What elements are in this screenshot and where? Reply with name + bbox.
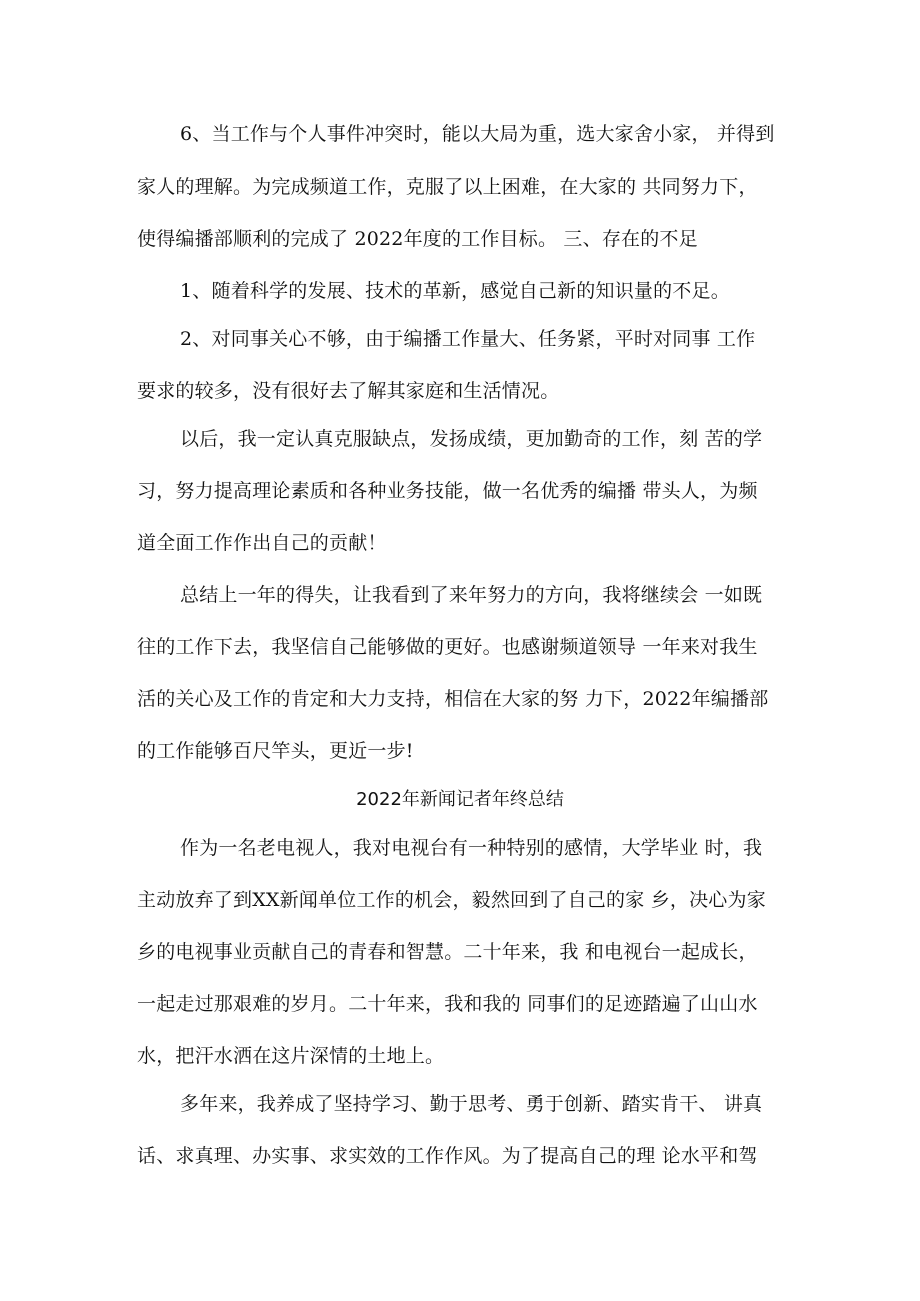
text-line: 以后，我一定认真克服缺点，发扬成绩，更加勤奇的工作，刻 苦的学	[180, 428, 763, 450]
text-line: 总结上一年的得失，让我看到了来年努力的方向，我将继续会 一如既	[180, 584, 763, 606]
text-line: 作为一名老电视人，我对电视台有一种特别的感情，大学毕业 时，我	[180, 837, 763, 859]
text-line: 使得编播部顺利的完成了 2022年度的工作目标。 三、存在的不足	[137, 228, 698, 250]
text-line: 家人的理解。为完成频道工作，克服了以上困难，在大家的 共同努力下，	[137, 176, 758, 198]
text-line: 习，努力提高理论素质和各种业务技能，做一名优秀的编播 带头人，为频	[137, 480, 758, 502]
text-line: 的工作能够百尺竿头，更近一步!	[137, 740, 414, 762]
text-line: 1、随着科学的发展、技术的革新，感觉自己新的知识量的不足。	[180, 280, 730, 302]
text-line: 乡的电视事业贡献自己的青春和智慧。二十年来，我 和电视台一起成长，	[137, 941, 758, 963]
text-line: 一起走过那艰难的岁月。二十年来，我和我的 同事们的足迹踏遍了山山水	[137, 993, 758, 1015]
text-line: 主动放弃了到XX新闻单位工作的机会，毅然回到了自己的家 乡，决心为家	[137, 889, 766, 911]
text-line: 话、求真理、办实事、求实效的工作作风。为了提高自己的理 论水平和驾	[137, 1145, 758, 1167]
text-line: 多年来，我养成了坚持学习、勤于思考、勇于创新、踏实肯干、 讲真	[180, 1093, 763, 1115]
text-line: 往的工作下去，我坚信自己能够做的更好。也感谢频道领导 一年来对我生	[137, 636, 758, 658]
text-line: 水，把汗水洒在这片深情的土地上。	[137, 1045, 445, 1067]
text-line: 活的关心及工作的肯定和大力支持，相信在大家的努 力下，2022年编播部	[137, 688, 769, 710]
section-title: 2022年新闻记者年终总结	[356, 789, 564, 810]
text-line: 2、对同事关心不够，由于编播工作量大、任务紧，平时对同事 工作	[180, 328, 756, 350]
text-line: 要求的较多，没有很好去了解其家庭和生活情况。	[137, 380, 560, 402]
text-line: 道全面工作作出自己的贡献！	[137, 532, 387, 554]
text-line: 6、当工作与个人事件冲突时，能以大局为重，选大家舍小家， 并得到	[180, 123, 775, 145]
